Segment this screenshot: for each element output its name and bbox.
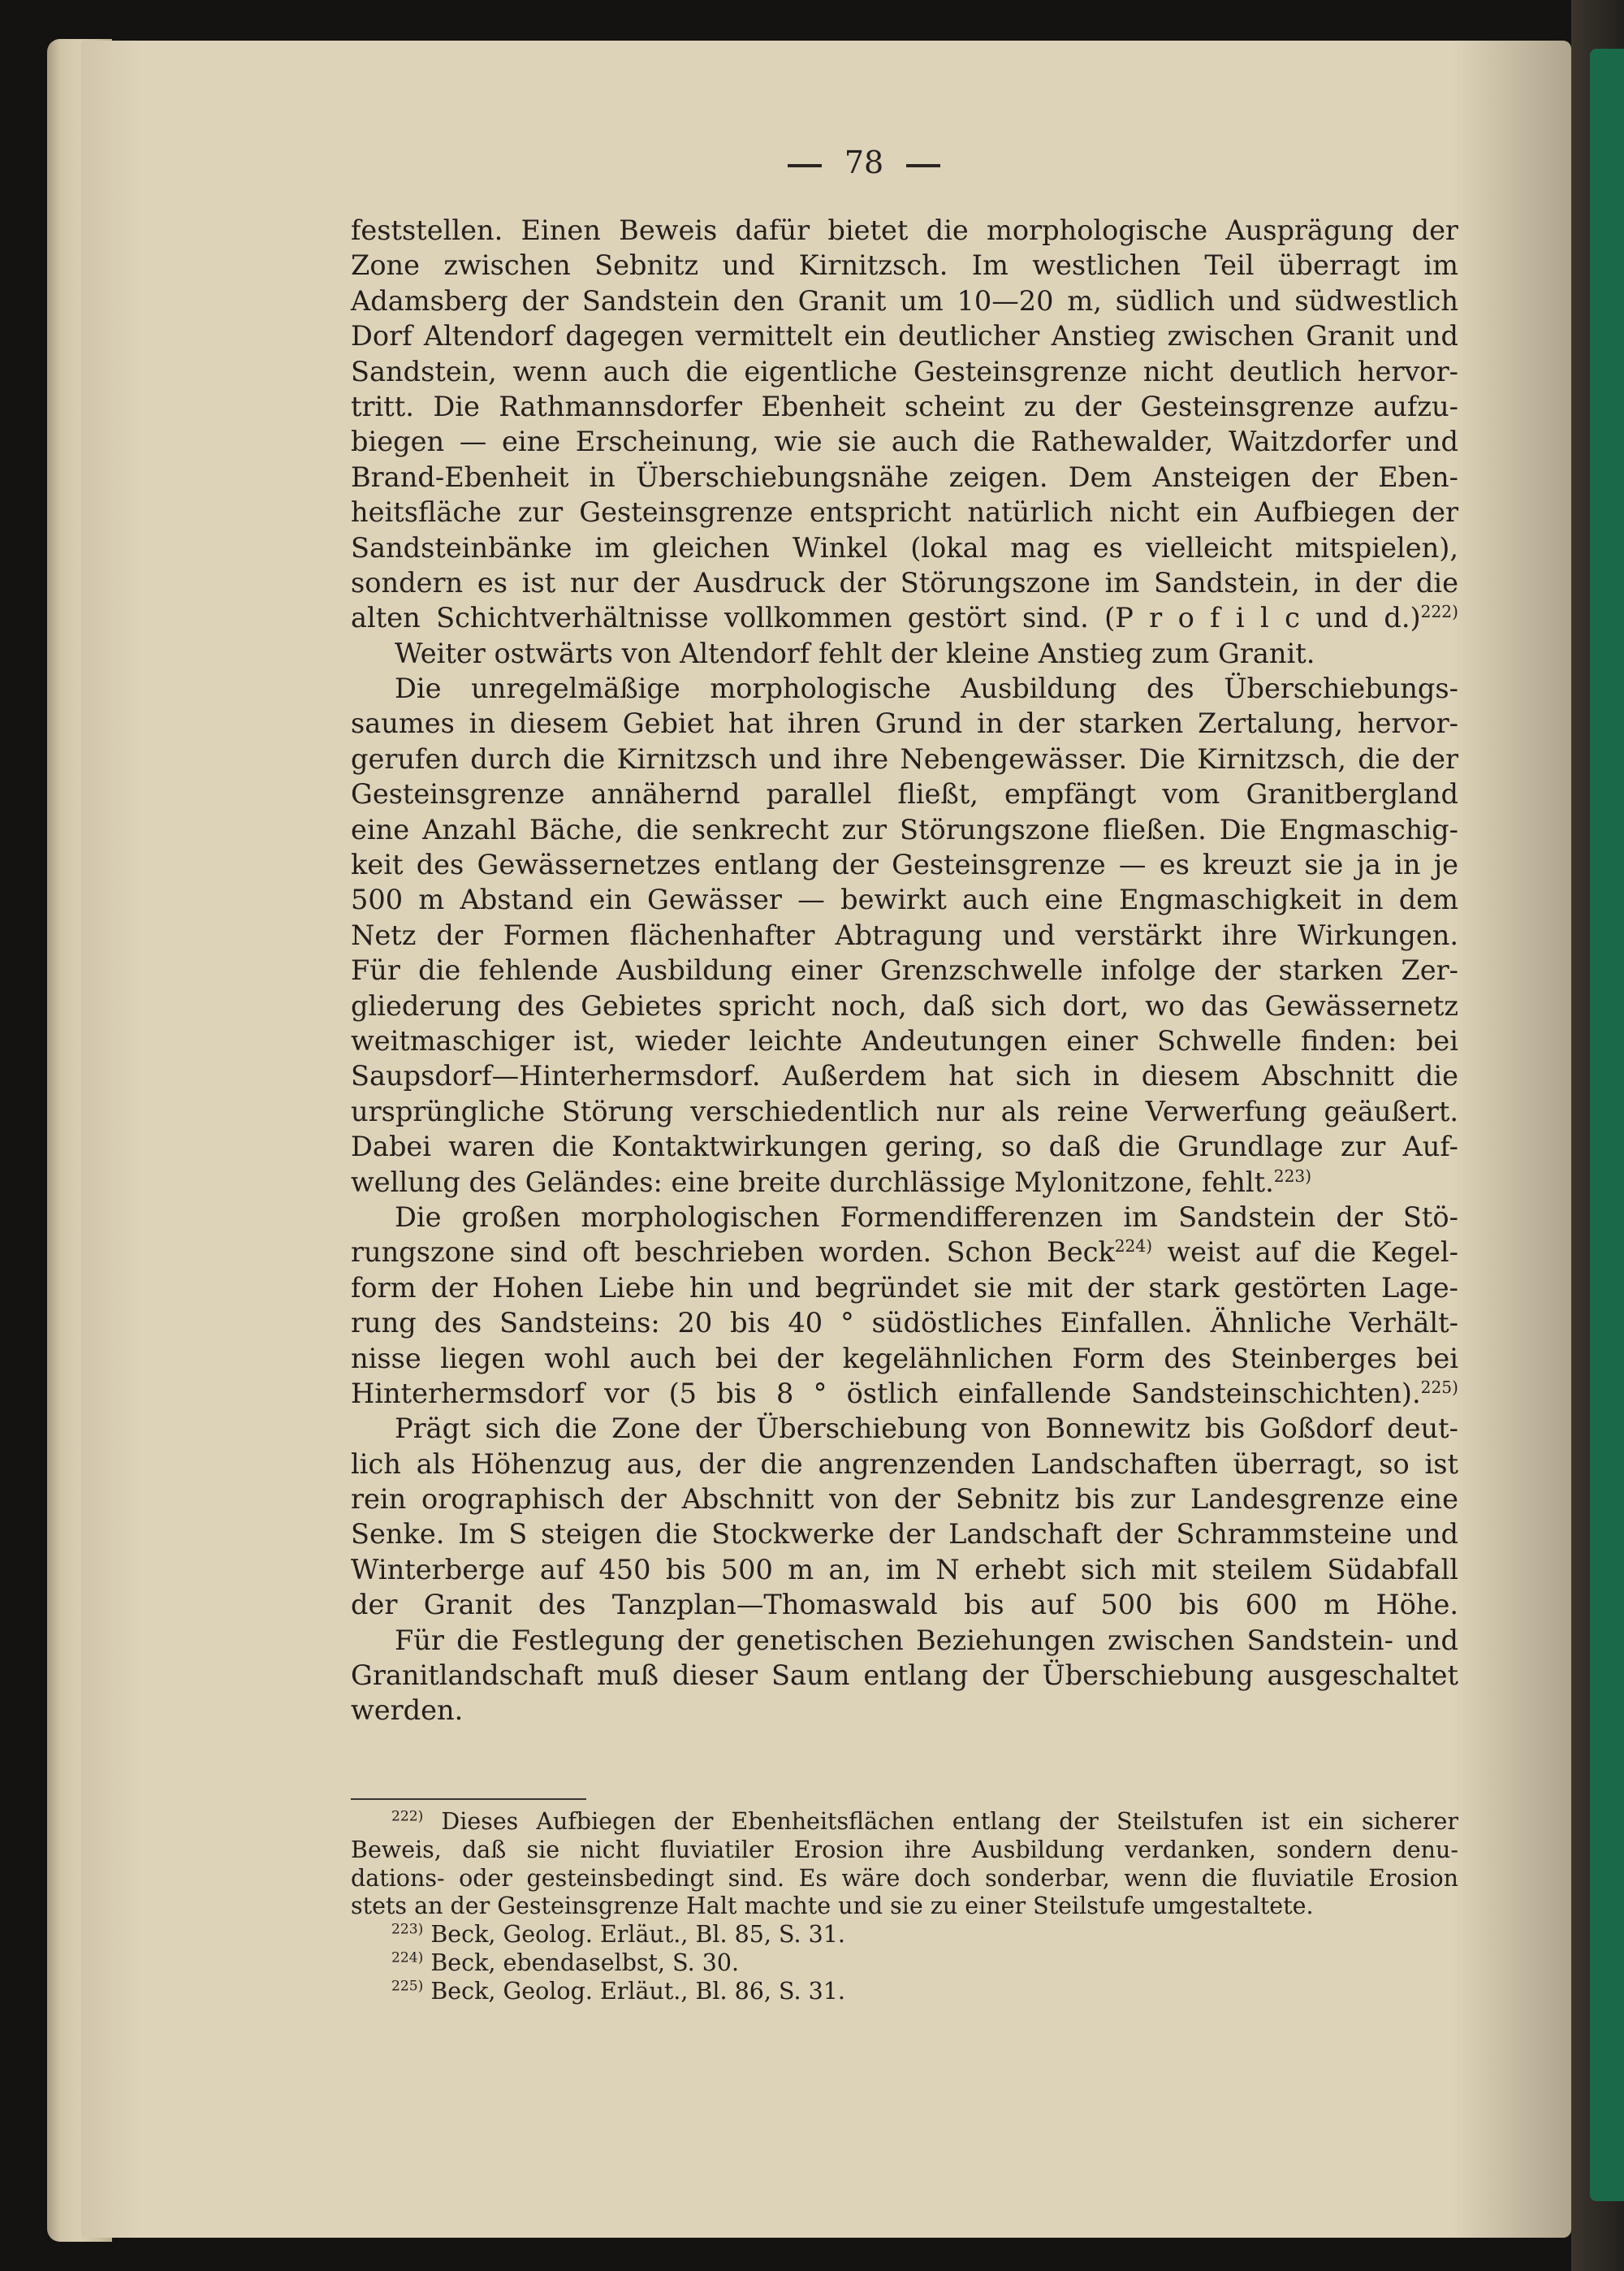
body-line-text: Adamsberg der Sandstein den Granit um 10—20 m, südlich und südwestlich bbox=[351, 284, 1458, 317]
body-line bbox=[351, 1482, 1458, 1516]
body-line bbox=[351, 953, 1458, 988]
body-line bbox=[351, 1058, 1458, 1093]
body-line bbox=[351, 1658, 1458, 1693]
body-line-text: Sandstein, wenn auch die eigentliche Gesteinsgrenze nicht deutlich hervor- bbox=[351, 355, 1458, 387]
body-line bbox=[351, 1023, 1458, 1058]
footnote-line-text: Beck, Geolog. Erläut., Bl. 85, S. 31. bbox=[423, 1921, 845, 1949]
footnote-line bbox=[351, 1978, 1458, 2006]
body-line-text: Saupsdorf—Hinterhermsdorf. Außerdem hat sich in diesem Abschnitt die bbox=[351, 1060, 1458, 1092]
body-line bbox=[351, 1129, 1458, 1164]
footnote-line-text: Beweis, daß sie nicht fluviatiler Erosion ihre Ausbildung verdanken, sondern denu- bbox=[351, 1836, 1458, 1863]
footnote-line bbox=[351, 1921, 1458, 1949]
body-line bbox=[351, 1376, 1458, 1411]
body-line bbox=[351, 600, 1458, 635]
footnote-rule bbox=[351, 1798, 586, 1800]
footnote-marker: 224) bbox=[391, 1949, 424, 1966]
body-line-tail: weist auf die Kegel- bbox=[1152, 1236, 1458, 1269]
body-line-text: nisse liegen wohl auch bei der kegelähnlichen Form des Steinberges bei bbox=[351, 1342, 1458, 1374]
body-line-text: Granitlandschaft muß dieser Saum entlang der Überschiebung ausgeschaltet bbox=[351, 1659, 1458, 1692]
body-line bbox=[351, 847, 1458, 882]
footnote-line bbox=[351, 1865, 1458, 1893]
body-line-text: gerufen durch die Kirnitzsch und ihre Nebengewässer. Die Kirnitzsch, die der bbox=[351, 742, 1458, 775]
body-line-text: Weiter ostwärts von Altendorf fehlt der kleine Anstieg zum Granit. bbox=[395, 637, 1315, 669]
body-line bbox=[351, 1341, 1458, 1376]
body-line-text: Dorf Altendorf dagegen vermittelt ein deutlicher Anstieg zwischen Granit und bbox=[351, 320, 1458, 353]
next-page-edge bbox=[1590, 49, 1624, 2201]
body-line bbox=[351, 671, 1458, 706]
body-line bbox=[351, 706, 1458, 741]
body-text bbox=[351, 213, 1458, 1728]
footnote-line bbox=[351, 1949, 1458, 1978]
footnote-line bbox=[351, 1836, 1458, 1865]
body-line bbox=[351, 283, 1458, 318]
body-line-text: gliederung des Gebietes spricht noch, daß sich dort, wo das Gewässernetz bbox=[351, 989, 1458, 1022]
body-line bbox=[351, 882, 1458, 917]
footnote-line bbox=[351, 1892, 1458, 1921]
body-line-text: Prägt sich die Zone der Überschiebung von Bonnewitz bis Goßdorf deut- bbox=[395, 1412, 1458, 1445]
body-line-text: rung des Sandsteins: 20 bis 40 ° südöstliches Einfallen. Ähnliche Verhält- bbox=[351, 1307, 1458, 1339]
body-line-text: Brand-Ebenheit in Überschiebungsnähe zeigen. Dem Ansteigen der Eben- bbox=[351, 461, 1458, 493]
body-line bbox=[351, 1270, 1458, 1305]
body-line-text: lich als Höhenzug aus, der die angrenzenden Landschaften überragt, so ist bbox=[351, 1447, 1458, 1480]
body-line-text: Für die Festlegung der genetischen Beziehungen zwischen Sandstein- und bbox=[395, 1624, 1458, 1656]
body-line bbox=[351, 1693, 1458, 1728]
body-line-text: rungszone sind oft beschrieben worden. Schon Beck bbox=[351, 1236, 1115, 1269]
dash-right bbox=[906, 164, 940, 167]
dash-left bbox=[788, 164, 822, 167]
body-line-text: der Granit des Tanzplan—Thomaswald bis auf 500 bis 600 m Höhe. bbox=[351, 1589, 1458, 1621]
body-line-text: sondern es ist nur der Ausdruck der Störungszone im Sandstein, in der die bbox=[351, 566, 1458, 599]
body-line-text: Die unregelmäßige morphologische Ausbildung des Überschiebungs- bbox=[395, 673, 1458, 705]
body-line bbox=[351, 742, 1458, 776]
body-line-text: Für die fehlende Ausbildung einer Grenzschwelle infolge der starken Zer- bbox=[351, 954, 1458, 987]
body-line-text: saumes in diesem Gebiet hat ihren Grund in der starken Zertalung, hervor- bbox=[351, 707, 1458, 740]
body-line bbox=[351, 424, 1458, 459]
body-line bbox=[351, 1447, 1458, 1482]
body-line-text: weitmaschiger ist, wieder leichte Andeutungen einer Schwelle finden: bei bbox=[351, 1024, 1458, 1057]
body-line bbox=[351, 1165, 1458, 1200]
body-line-text: ursprüngliche Störung verschiedentlich nur als reine Verwerfung geäußert. bbox=[351, 1095, 1458, 1127]
page-number bbox=[0, 145, 1624, 180]
body-line-text: eine Anzahl Bäche, die senkrecht zur Störungszone fließen. Die Engmaschig- bbox=[351, 813, 1458, 846]
body-line bbox=[351, 1552, 1458, 1587]
body-line-text: Hinterhermsdorf vor (5 bis 8 ° östlich einfallende Sandsteinschichten). bbox=[351, 1377, 1421, 1409]
footnote-line bbox=[351, 1808, 1458, 1836]
body-line-text: 500 m Abstand ein Gewässer — bewirkt auch eine Engmaschigkeit in dem bbox=[351, 884, 1458, 916]
body-line bbox=[351, 1623, 1458, 1658]
body-line bbox=[351, 1200, 1458, 1235]
body-line-text: tritt. Die Rathmannsdorfer Ebenheit scheint zu der Gesteinsgrenze aufzu- bbox=[351, 390, 1458, 422]
body-line bbox=[351, 354, 1458, 389]
footnote-marker: 222) bbox=[391, 1808, 424, 1825]
body-line bbox=[351, 1305, 1458, 1340]
body-line-text: biegen — eine Erscheinung, wie sie auch die Rathewalder, Waitzdorfer und bbox=[351, 426, 1458, 458]
body-line-text: rein orographisch der Abschnitt von der Sebnitz bis zur Landesgrenze eine bbox=[351, 1483, 1458, 1516]
body-line bbox=[351, 495, 1458, 530]
body-line bbox=[351, 1094, 1458, 1129]
body-line bbox=[351, 460, 1458, 495]
footnote-line-text: Dieses Aufbiegen der Ebenheitsflächen entlang der Steilstufen ist ein sicherer bbox=[423, 1808, 1458, 1835]
footnotes bbox=[351, 1808, 1458, 2006]
footnote-reference: 223) bbox=[1273, 1166, 1312, 1186]
footnote-line-text: dations- oder gesteinsbedingt sind. Es wäre doch sonderbar, wenn die fluviatile Erosion bbox=[351, 1864, 1458, 1892]
footnote-reference: 224) bbox=[1114, 1236, 1153, 1257]
body-line-text: Zone zwischen Sebnitz und Kirnitzsch. Im westlichen Teil überragt im bbox=[351, 249, 1458, 282]
body-line-text: heitsfläche zur Gesteinsgrenze entspricht natürlich nicht ein Aufbiegen der bbox=[351, 496, 1458, 529]
body-line bbox=[351, 1587, 1458, 1622]
footnote-marker: 223) bbox=[391, 1921, 424, 1938]
body-line bbox=[351, 812, 1458, 847]
body-line bbox=[351, 565, 1458, 600]
body-line-text: wellung des Geländes: eine breite durchlässige Mylonitzone, fehlt. bbox=[351, 1166, 1274, 1198]
body-line bbox=[351, 248, 1458, 283]
page-number-text: 78 bbox=[844, 145, 884, 180]
footnote-line-text: Beck, ebendaselbst, S. 30. bbox=[423, 1949, 740, 1976]
body-line-text: Die großen morphologischen Formendifferenzen im Sandstein der Stö- bbox=[395, 1200, 1458, 1233]
body-line bbox=[351, 530, 1458, 565]
body-line-text: alten Schichtverhältnisse vollkommen gestört sind. (P r o f i l c und d.) bbox=[351, 602, 1421, 634]
body-line-text: keit des Gewässernetzes entlang der Gesteinsgrenze — es kreuzt sie ja in je bbox=[351, 849, 1458, 881]
body-line bbox=[351, 1235, 1458, 1270]
body-line-text: werden. bbox=[351, 1694, 464, 1727]
footnote-line-text: Beck, Geolog. Erläut., Bl. 86, S. 31. bbox=[423, 1977, 845, 2005]
body-line bbox=[351, 213, 1458, 248]
body-line bbox=[351, 1411, 1458, 1446]
body-line-text: Dabei waren die Kontaktwirkungen gering, so daß die Grundlage zur Auf- bbox=[351, 1131, 1458, 1163]
body-line bbox=[351, 918, 1458, 953]
body-line bbox=[351, 636, 1458, 671]
body-line-text: Sandsteinbänke im gleichen Winkel (lokal mag es vielleicht mitspielen), bbox=[351, 531, 1458, 564]
body-line-text: feststellen. Einen Beweis dafür bietet die morphologische Ausprägung der bbox=[351, 214, 1458, 246]
body-line bbox=[351, 776, 1458, 811]
body-line-text: Netz der Formen flächenhafter Abtragung und verstärkt ihre Wirkungen. bbox=[351, 919, 1458, 951]
body-line bbox=[351, 1516, 1458, 1551]
footnote-reference: 225) bbox=[1420, 1377, 1458, 1397]
footnote-marker: 225) bbox=[391, 1978, 424, 1995]
footnote-reference: 222) bbox=[1420, 602, 1458, 622]
body-line bbox=[351, 389, 1458, 424]
body-line-text: form der Hohen Liebe hin und begründet sie mit der stark gestörten Lage- bbox=[351, 1271, 1458, 1304]
body-line-text: Winterberge auf 450 bis 500 m an, im N erhebt sich mit steilem Südabfall bbox=[351, 1553, 1458, 1585]
body-line-text: Senke. Im S steigen die Stockwerke der Landschaft der Schrammsteine und bbox=[351, 1518, 1458, 1551]
body-line-text: Gesteinsgrenze annähernd parallel fließt, empfängt vom Granitbergland bbox=[351, 778, 1458, 811]
footnote-line-text: stets an der Gesteinsgrenze Halt machte und sie zu einer Steilstufe umgestaltete. bbox=[351, 1892, 1314, 1920]
body-line bbox=[351, 988, 1458, 1023]
body-line bbox=[351, 318, 1458, 353]
